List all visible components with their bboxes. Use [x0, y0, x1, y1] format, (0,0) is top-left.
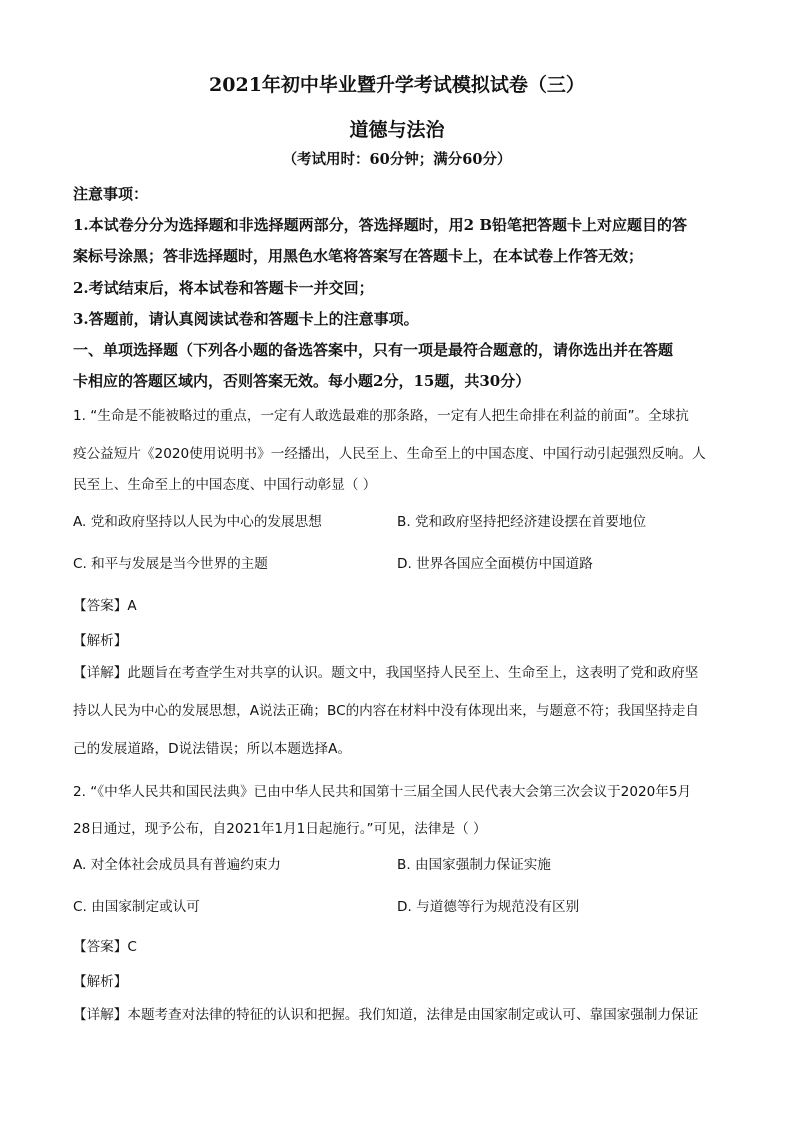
- exam-title: 2021年初中毕业暨升学考试模拟试卷（三）: [209, 74, 585, 96]
- notice-line: 2.考试结束后，将本试卷和答题卡一并交回；: [73, 279, 374, 297]
- notice-line: 1.本试卷分分为选择题和非选择题两部分，答选择题时，用2 B铅笔把答题卡上对应题目的答: [73, 216, 688, 234]
- detail-text: 持以人民为中心的发展思想，A说法正确；BC的内容在材料中没有体现出来，与题意不符；我国坚持走自: [73, 703, 699, 719]
- question-stem: 1. “生命是不能被略过的重点，一定有人敢选最难的那条路，一定有人把生命排在利益的前面”。全球抗: [73, 408, 689, 424]
- answer-label: 【答案】C: [73, 939, 137, 955]
- section-heading: 卡相应的答题区域内，否则答案无效。每小题2分，15题，共30分）: [73, 372, 531, 390]
- detail-text: 【详解】本题考查对法律的特征的认识和把握。我们知道，法律是由国家制定或认可、靠国家强制力保证: [73, 1007, 699, 1023]
- exam-info: （考试用时：60分钟；满分60分）: [282, 151, 512, 168]
- section-heading: 一、单项选择题（下列各小题的备选答案中，只有一项是最符合题意的，请你选出并在答题: [73, 341, 674, 359]
- analysis-label: 【解析】: [73, 974, 128, 990]
- option-d: D. 与道德等行为规范没有区别: [397, 899, 580, 915]
- option-b: B. 党和政府坚持把经济建设摆在首要地位: [397, 514, 647, 530]
- option-c: C. 由国家制定或认可: [73, 899, 200, 915]
- question-stem: 28日通过，现予公布，自2021年1月1日起施行。”可见，法律是（ ）: [73, 821, 487, 837]
- option-c: C. 和平与发展是当今世界的主题: [73, 556, 268, 572]
- analysis-label: 【解析】: [73, 633, 128, 649]
- notice-line: 3.答题前，请认真阅读试卷和答题卡上的注意事项。: [73, 310, 419, 328]
- question-stem: 民至上、生命至上的中国态度、中国行动彰显（ ）: [73, 477, 377, 493]
- detail-text: 【详解】此题旨在考查学生对共享的认识。题文中，我国坚持人民至上、生命至上，这表明了党和政府坚: [73, 665, 699, 681]
- subject-title: 道德与法治: [349, 119, 445, 141]
- question-stem: 疫公益短片《2020使用说明书》一经播出，人民至上、生命至上的中国态度、中国行动引起强烈反响。人: [73, 446, 706, 462]
- option-a: A. 党和政府坚持以人民为中心的发展思想: [73, 514, 322, 530]
- question-stem: 2. “《中华人民共和国民法典》已由中华人民共和国第十三届全国人民代表大会第三次会议于2020年5月: [73, 784, 692, 800]
- option-a: A. 对全体社会成员具有普遍约束力: [73, 857, 282, 873]
- notice-heading: 注意事项：: [73, 185, 149, 203]
- detail-text: 己的发展道路，D说法错误；所以本题选择A。: [73, 741, 352, 757]
- option-b: B. 由国家强制力保证实施: [397, 857, 551, 873]
- answer-label: 【答案】A: [73, 598, 137, 614]
- notice-line: 案标号涂黑；答非选择题时，用黑色水笔将答案写在答题卡上，在本试卷上作答无效；: [73, 247, 644, 265]
- option-d: D. 世界各国应全面模仿中国道路: [397, 556, 593, 572]
